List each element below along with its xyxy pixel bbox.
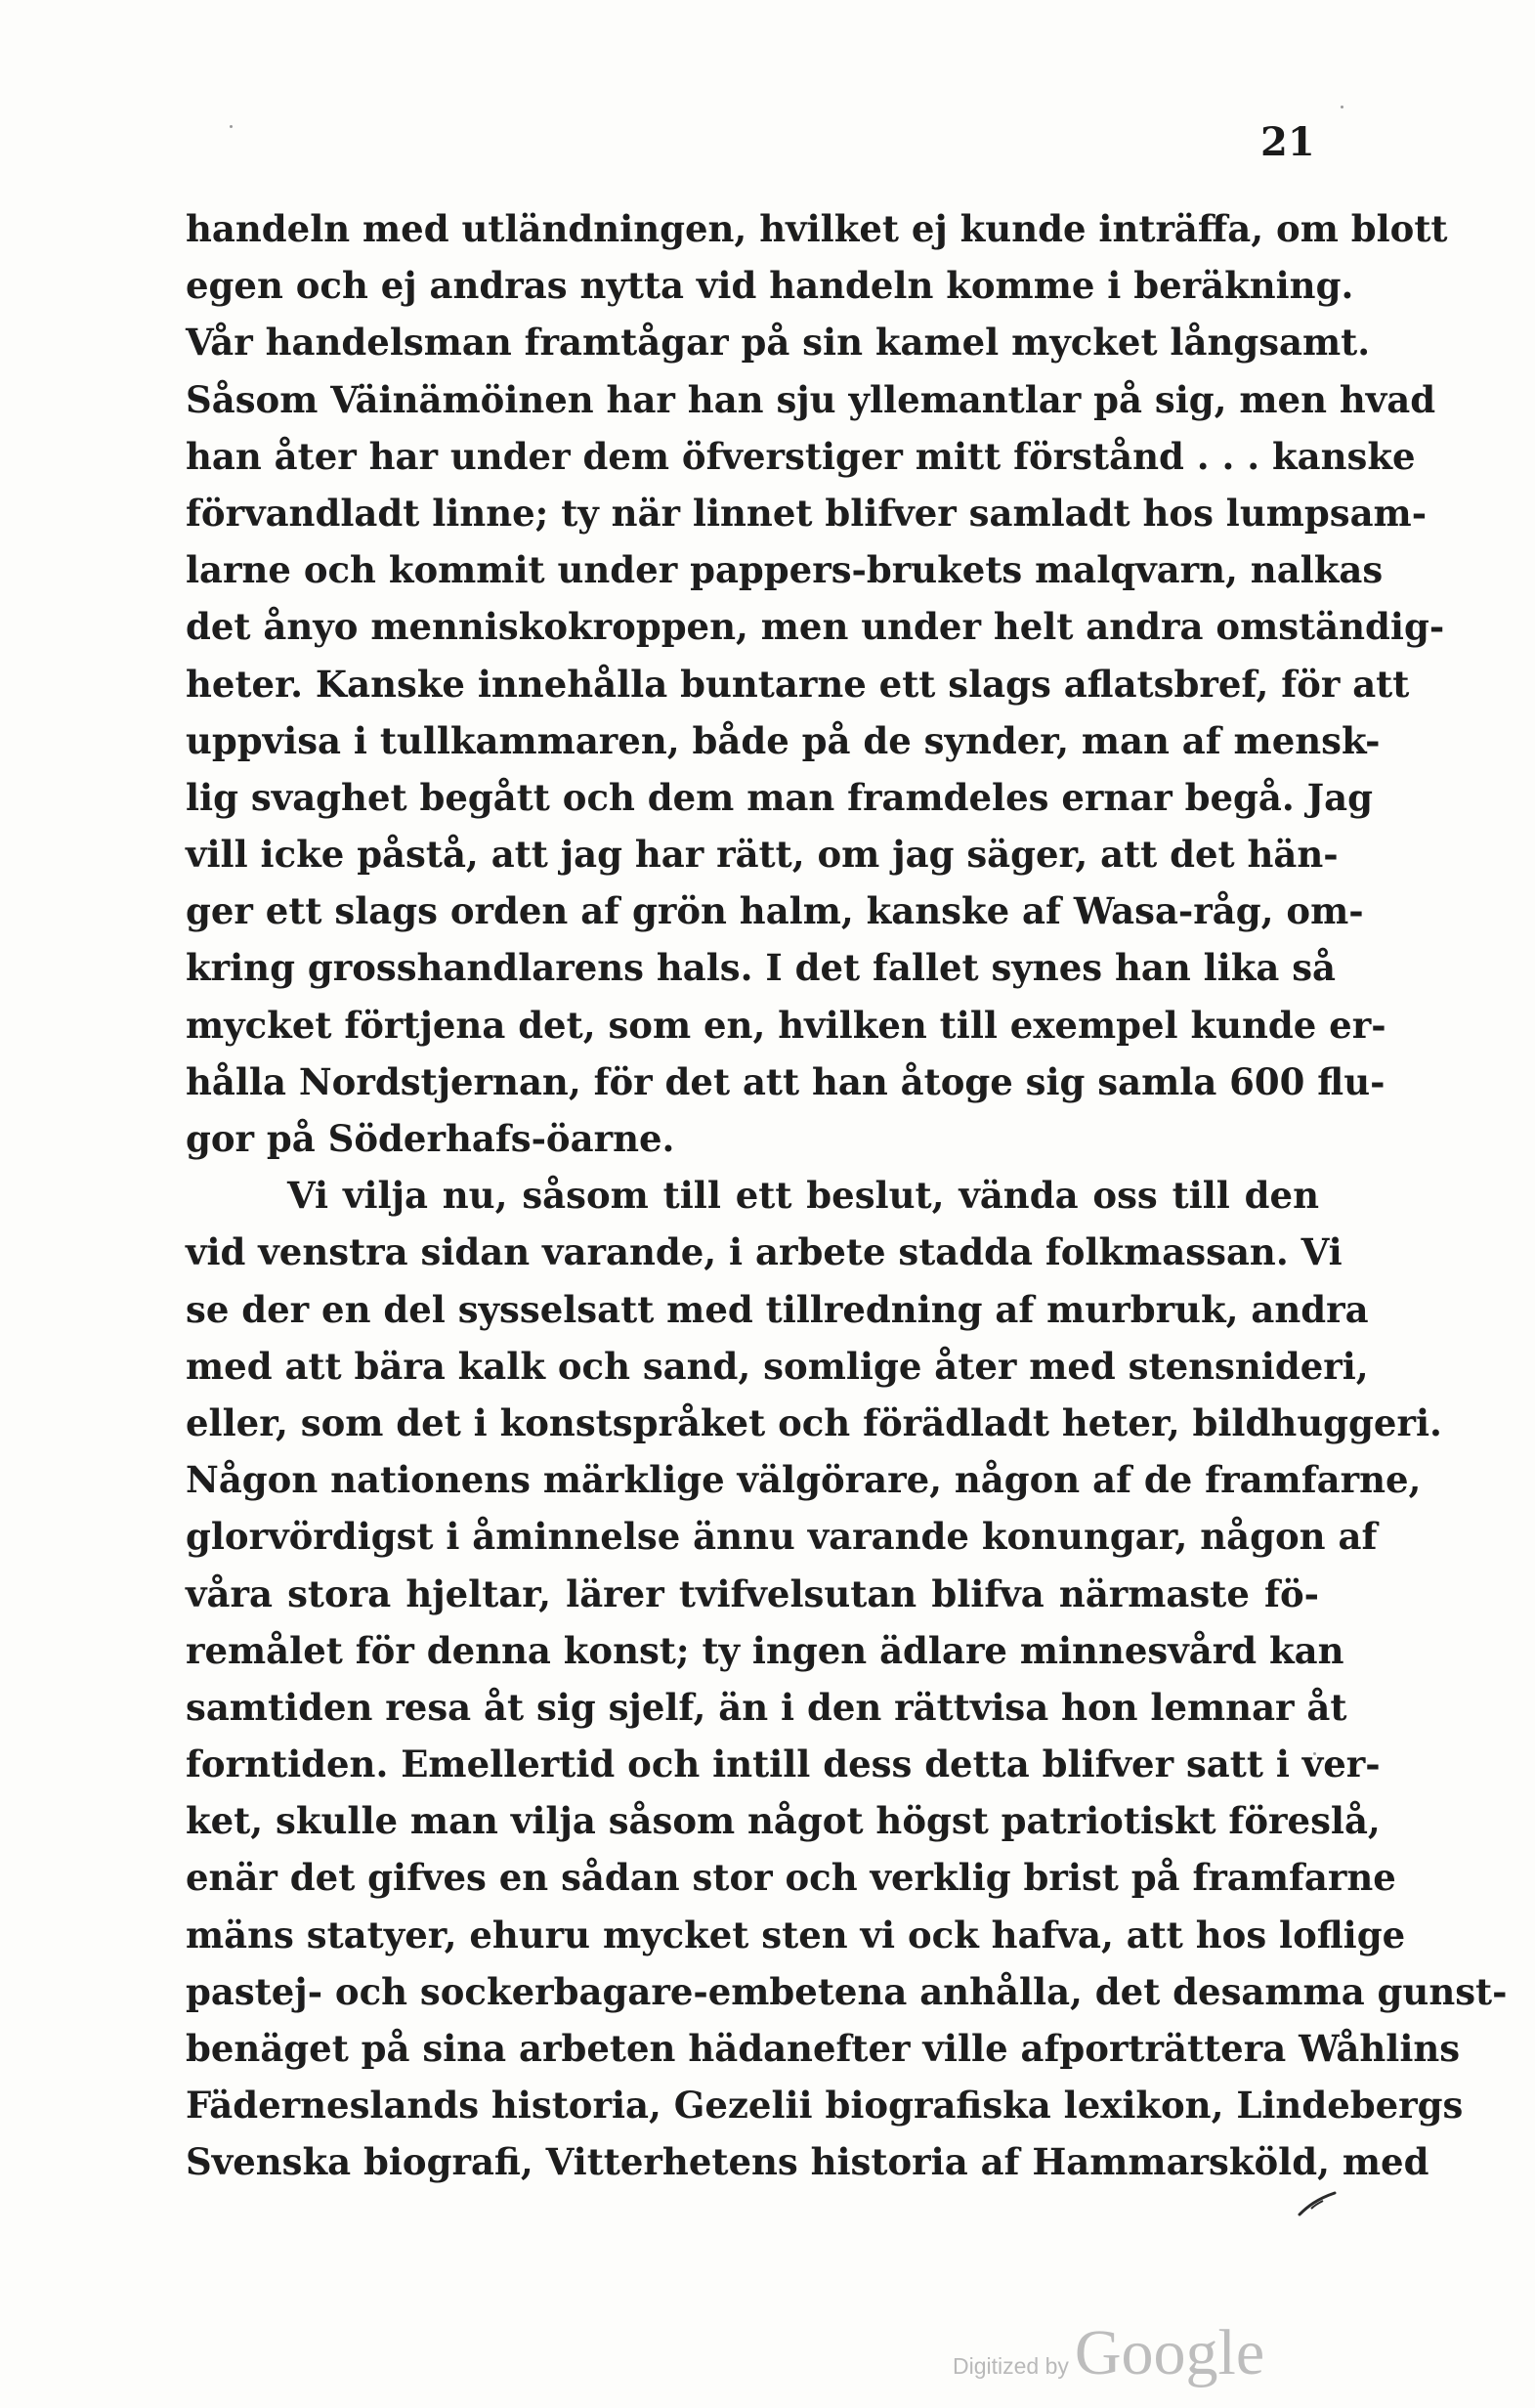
text-line: Såsom Väinämöinen har han sju yllemantlar på sig, men hvad: [186, 377, 1436, 421]
paper-speck: [230, 125, 233, 128]
ink-flourish-icon: [1298, 2189, 1337, 2218]
text-line-paragraph-end: gor på Söderhafs-öarne.: [186, 1117, 675, 1160]
paper-speck: [1341, 106, 1343, 108]
text-line: kring grosshandlarens hals. I det fallet synes han lika så: [186, 946, 1337, 990]
text-line: remålet för denna konst; ty ingen ädlare minnesvård kan: [186, 1628, 1344, 1672]
google-logo: Google: [1074, 2317, 1265, 2388]
text-line: våra stora hjeltar, lärer tvifvelsutan blifva närmaste fö-: [186, 1571, 1319, 1615]
text-line: glorvördigst i åminnelse ännu varande konungar, någon af: [186, 1515, 1378, 1559]
text-line: benäget på sina arbeten hädanefter ville afporträttera Wåhlins: [186, 2027, 1461, 2070]
google-watermark: [953, 2316, 1264, 2404]
text-line: hålla Nordstjernan, för det att han åtoge sig samla 600 flu-: [186, 1059, 1386, 1103]
text-line: förvandladt linne; ty när linnet blifver samladt hos lumpsam-: [186, 491, 1428, 535]
text-line: pastej- och sockerbagare-embetena anhålla, det desamma gunst-: [186, 1969, 1508, 2013]
text-line: larne och kommit under pappers-brukets malqvarn, nalkas: [186, 548, 1384, 592]
text-line-paragraph-start: Vi vilja nu, såsom till ett beslut, vända oss till den: [287, 1174, 1319, 1218]
text-line: vill icke påstå, att jag har rätt, om jag säger, att det hän-: [186, 833, 1339, 877]
text-line: med att bära kalk och sand, somlige åter med stensnideri,: [186, 1344, 1369, 1388]
text-line: enär det gifves en sådan stor och verklig brist på framfarne: [186, 1856, 1396, 1900]
text-line: Vår handelsman framtågar på sin kamel mycket långsamt.: [186, 321, 1371, 365]
page-number: 21: [1260, 119, 1315, 165]
text-line: uppvisa i tullkammaren, både på de synder, man af mensk-: [186, 718, 1381, 762]
text-line: eller, som det i konstspråket och förädladt heter, bildhuggeri.: [186, 1400, 1442, 1444]
text-line: handeln med utländningen, hvilket ej kunde inträffa, om blott: [186, 207, 1448, 250]
text-line: lig svaghet begått och dem man framdeles ernar begå. Jag: [186, 775, 1374, 819]
text-line: Fäderneslands historia, Gezelii biografiska lexikon, Lindebergs: [186, 2084, 1464, 2128]
text-line: det ånyo menniskokroppen, men under helt andra omständig-: [186, 605, 1445, 649]
text-line: mäns statyer, ehuru mycket sten vi ock hafva, att hos loflige: [186, 1913, 1406, 1956]
text-line: samtiden resa åt sig sjelf, än i den rättvisa hon lemnar åt: [186, 1685, 1347, 1729]
text-line: ger ett slags orden af grön halm, kanske af Wasa-råg, om-: [186, 889, 1364, 933]
text-line: vid venstra sidan varande, i arbete stadda folkmassan. Vi: [186, 1230, 1343, 1274]
text-line: ket, skulle man vilja såsom något högst patriotiskt föreslå,: [186, 1799, 1381, 1843]
watermark-prefix: Digitized by: [953, 2353, 1069, 2379]
text-line: forntiden. Emellertid och intill dess detta blifver satt i ver-: [186, 1742, 1381, 1786]
text-line: se der en del sysselsatt med tillredning af murbruk, andra: [186, 1287, 1369, 1331]
body-text: [186, 200, 1508, 2191]
text-line: Svenska biografi, Vitterhetens historia af Hammarsköld, med: [186, 2140, 1429, 2184]
text-line: egen och ej andras nytta vid handeln komme i beräkning.: [186, 264, 1354, 308]
text-line: Någon nationens märklige välgörare, någon af de framfarne,: [186, 1458, 1422, 1502]
text-line: heter. Kanske innehålla buntarne ett slags aflatsbref, för att: [186, 662, 1410, 706]
text-line: han åter har under dem öfverstiger mitt förstånd . . . kanske: [186, 434, 1416, 478]
text-line: mycket förtjena det, som en, hvilken till exempel kunde er-: [186, 1003, 1386, 1047]
